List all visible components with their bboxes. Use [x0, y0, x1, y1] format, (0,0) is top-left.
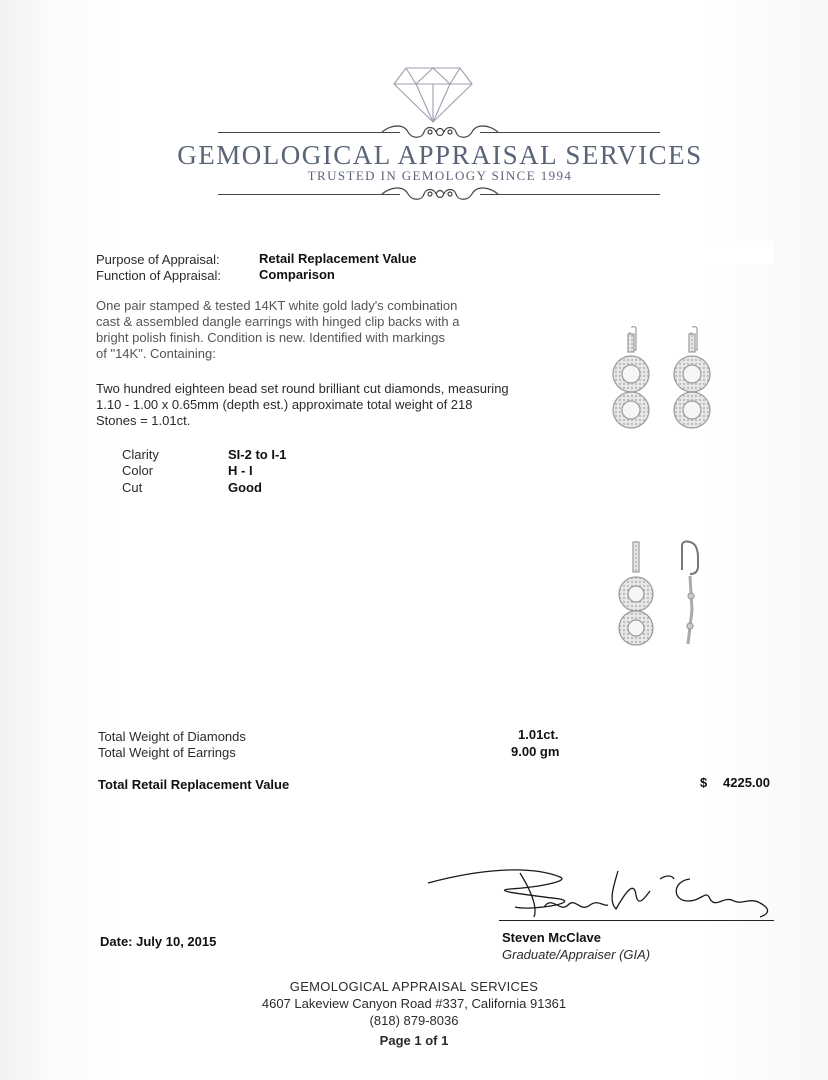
grade-label-clarity: Clarity [122, 447, 159, 462]
earring-weight-label: Total Weight of Earrings [98, 745, 236, 760]
header-rule-bottom-left [218, 194, 400, 195]
diamond-line: Two hundred eighteen bead set round brilliant cut diamonds, measuring [96, 381, 509, 396]
description-line: cast & assembled dangle earrings with hinged clip backs with a [96, 314, 460, 329]
grade-label-color: Color [122, 463, 154, 478]
header-rule-top-right [480, 132, 660, 133]
company-tagline: TRUSTED IN GEMOLOGY SINCE 1994 [307, 168, 573, 183]
header-rule-top-left [218, 132, 400, 133]
page-number: Page 1 of 1 [379, 1033, 449, 1048]
diamond-line: Stones = 1.01ct. [96, 413, 191, 428]
earrings-side-image [598, 540, 728, 652]
diamond-logo-icon [392, 66, 474, 124]
retail-value-label: Total Retail Replacement Value [98, 777, 290, 792]
diamond-weight-label: Total Weight of Diamonds [98, 729, 246, 744]
purpose-value: Retail Replacement Value [259, 251, 417, 266]
currency-symbol: $ [700, 775, 708, 790]
function-label: Function of Appraisal: [96, 268, 222, 283]
diamond-description [96, 381, 509, 429]
description-line: One pair stamped & tested 14KT white gold lady's combination [96, 298, 458, 313]
ornament-top-icon [378, 122, 502, 142]
earrings-front-image [602, 326, 732, 438]
description-line: bright polish finish. Condition is new. Identified with markings [96, 330, 446, 345]
company-name: GEMOLOGICAL APPRAISAL SERVICES [177, 140, 703, 170]
header-rule-bottom-right [480, 194, 660, 195]
appraiser-signature [420, 855, 780, 935]
purpose-label: Purpose of Appraisal: [96, 252, 220, 267]
appraisal-date: Date: July 10, 2015 [100, 934, 217, 949]
earring-weight-value: 9.00 gm [511, 744, 560, 759]
retail-value: 4225.00 [723, 775, 770, 790]
signature-line [499, 920, 774, 921]
grade-label-cut: Cut [122, 480, 143, 495]
appraiser-name: Steven McClave [502, 930, 601, 945]
diamond-weight-value: 1.01ct. [518, 727, 559, 742]
diamond-line: 1.10 - 1.00 x 0.65mm (depth est.) approximate total weight of 218 [96, 397, 473, 412]
item-description [96, 298, 459, 362]
redacted-box [578, 241, 773, 265]
function-value: Comparison [259, 267, 335, 282]
grade-value-clarity: SI-2 to I-1 [228, 447, 287, 462]
footer-phone: (818) 879-8036 [369, 1013, 459, 1028]
ornament-bottom-icon [378, 184, 502, 204]
grade-value-cut: Good [228, 480, 262, 495]
grade-value-color: H - I [228, 463, 253, 478]
appraiser-title: Graduate/Appraiser (GIA) [502, 947, 651, 962]
footer-company: GEMOLOGICAL APPRAISAL SERVICES [289, 979, 539, 994]
footer-address: 4607 Lakeview Canyon Road #337, California 91361 [261, 996, 567, 1011]
description-line: of "14K". Containing: [96, 346, 216, 361]
